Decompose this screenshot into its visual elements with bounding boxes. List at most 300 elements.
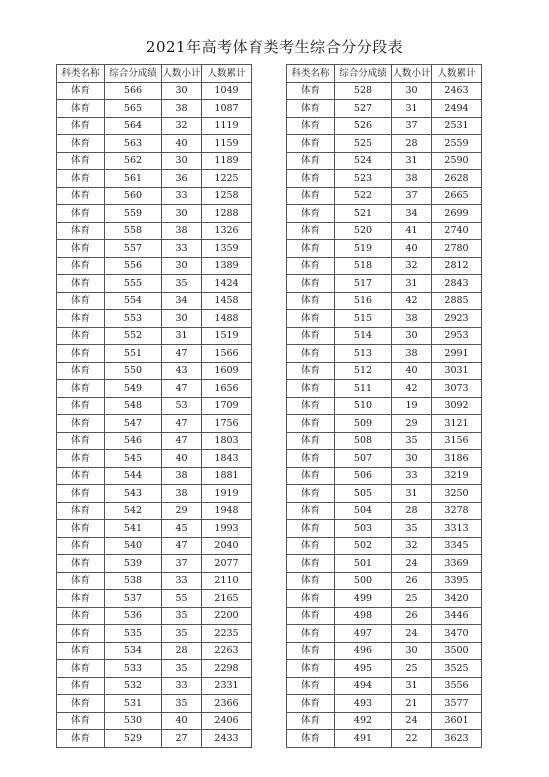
- score-cell: 513: [335, 345, 392, 363]
- score-cell: 501: [335, 555, 392, 573]
- table-row: [287, 677, 482, 695]
- score-cell: 556: [105, 257, 162, 275]
- score-cell: 523: [335, 170, 392, 188]
- count-cell: 41: [392, 222, 432, 240]
- count-cell: 37: [392, 187, 432, 205]
- score-cell: 566: [105, 82, 162, 100]
- cumulative-cell: 1359: [202, 240, 252, 258]
- cumulative-cell: 1424: [202, 275, 252, 293]
- cumulative-cell: 1488: [202, 310, 252, 328]
- cumulative-cell: 2110: [202, 572, 252, 590]
- count-cell: 25: [392, 660, 432, 678]
- count-cell: 32: [162, 117, 202, 135]
- count-cell: 30: [392, 327, 432, 345]
- header-score: 综合分成绩: [335, 65, 392, 83]
- count-cell: 26: [392, 572, 432, 590]
- score-cell: 537: [105, 590, 162, 608]
- category-cell: 体育: [287, 467, 335, 485]
- count-cell: 24: [392, 625, 432, 643]
- table-row: [287, 135, 482, 153]
- score-cell: 491: [335, 730, 392, 748]
- table-row: [287, 82, 482, 100]
- category-cell: 体育: [287, 642, 335, 660]
- table-row: [57, 485, 252, 503]
- table-row: [287, 502, 482, 520]
- category-cell: 体育: [287, 292, 335, 310]
- score-cell: 528: [335, 82, 392, 100]
- table-row: [287, 537, 482, 555]
- cumulative-cell: 2590: [432, 152, 482, 170]
- cumulative-cell: 1756: [202, 415, 252, 433]
- score-cell: 532: [105, 677, 162, 695]
- count-cell: 35: [162, 660, 202, 678]
- category-cell: 体育: [57, 82, 105, 100]
- score-cell: 520: [335, 222, 392, 240]
- category-cell: 体育: [287, 257, 335, 275]
- cumulative-cell: 3577: [432, 695, 482, 713]
- score-cell: 544: [105, 467, 162, 485]
- cumulative-cell: 3420: [432, 590, 482, 608]
- score-cell: 548: [105, 397, 162, 415]
- table-row: [287, 327, 482, 345]
- count-cell: 24: [392, 712, 432, 730]
- category-cell: 体育: [287, 222, 335, 240]
- score-cell: 531: [105, 695, 162, 713]
- cumulative-cell: 1458: [202, 292, 252, 310]
- score-cell: 564: [105, 117, 162, 135]
- table-row: [57, 292, 252, 310]
- category-cell: 体育: [57, 450, 105, 468]
- cumulative-cell: 3369: [432, 555, 482, 573]
- count-cell: 29: [392, 415, 432, 433]
- cumulative-cell: 1189: [202, 152, 252, 170]
- score-cell: 495: [335, 660, 392, 678]
- count-cell: 55: [162, 590, 202, 608]
- category-cell: 体育: [57, 135, 105, 153]
- category-cell: 体育: [57, 292, 105, 310]
- table-row: [287, 607, 482, 625]
- category-cell: 体育: [57, 467, 105, 485]
- score-cell: 526: [335, 117, 392, 135]
- cumulative-cell: 2699: [432, 205, 482, 223]
- header-category: 科类名称: [57, 65, 105, 83]
- score-cell: 555: [105, 275, 162, 293]
- count-cell: 24: [392, 555, 432, 573]
- count-cell: 29: [162, 502, 202, 520]
- category-cell: 体育: [287, 135, 335, 153]
- category-cell: 体育: [287, 240, 335, 258]
- header-row: [287, 65, 482, 83]
- cumulative-cell: 1288: [202, 205, 252, 223]
- score-cell: 512: [335, 362, 392, 380]
- count-cell: 38: [162, 100, 202, 118]
- header-cumulative: 人数累计: [432, 65, 482, 83]
- cumulative-cell: 3345: [432, 537, 482, 555]
- score-cell: 540: [105, 537, 162, 555]
- category-cell: 体育: [287, 607, 335, 625]
- category-cell: 体育: [287, 100, 335, 118]
- category-cell: 体育: [287, 537, 335, 555]
- table-row: [287, 397, 482, 415]
- count-cell: 30: [162, 82, 202, 100]
- table-row: [287, 432, 482, 450]
- table-row: [287, 240, 482, 258]
- category-cell: 体育: [57, 100, 105, 118]
- cumulative-cell: 2406: [202, 712, 252, 730]
- category-cell: 体育: [57, 537, 105, 555]
- cumulative-cell: 1566: [202, 345, 252, 363]
- score-cell: 547: [105, 415, 162, 433]
- cumulative-cell: 1803: [202, 432, 252, 450]
- table-row: [57, 222, 252, 240]
- category-cell: 体育: [57, 187, 105, 205]
- score-cell: 527: [335, 100, 392, 118]
- category-cell: 体育: [57, 520, 105, 538]
- category-cell: 体育: [287, 205, 335, 223]
- category-cell: 体育: [57, 695, 105, 713]
- cumulative-cell: 2923: [432, 310, 482, 328]
- category-cell: 体育: [57, 625, 105, 643]
- table-body: [57, 82, 252, 747]
- table-row: [287, 100, 482, 118]
- score-cell: 557: [105, 240, 162, 258]
- category-cell: 体育: [287, 730, 335, 748]
- table-row: [57, 327, 252, 345]
- category-cell: 体育: [57, 572, 105, 590]
- cumulative-cell: 2740: [432, 222, 482, 240]
- category-cell: 体育: [57, 712, 105, 730]
- cumulative-cell: 3395: [432, 572, 482, 590]
- table-row: [57, 555, 252, 573]
- category-cell: 体育: [57, 222, 105, 240]
- score-table-left: [56, 64, 252, 748]
- table-row: [57, 397, 252, 415]
- category-cell: 体育: [287, 450, 335, 468]
- count-cell: 22: [392, 730, 432, 748]
- score-cell: 503: [335, 520, 392, 538]
- count-cell: 28: [162, 642, 202, 660]
- count-cell: 33: [392, 467, 432, 485]
- score-cell: 524: [335, 152, 392, 170]
- score-cell: 506: [335, 467, 392, 485]
- cumulative-cell: 1609: [202, 362, 252, 380]
- score-cell: 518: [335, 257, 392, 275]
- count-cell: 32: [392, 257, 432, 275]
- table-row: [287, 520, 482, 538]
- score-cell: 559: [105, 205, 162, 223]
- count-cell: 33: [162, 677, 202, 695]
- table-row: [57, 415, 252, 433]
- cumulative-cell: 3470: [432, 625, 482, 643]
- count-cell: 34: [392, 205, 432, 223]
- cumulative-cell: 2077: [202, 555, 252, 573]
- category-cell: 体育: [287, 625, 335, 643]
- table-row: [57, 502, 252, 520]
- table-row: [57, 642, 252, 660]
- count-cell: 33: [162, 572, 202, 590]
- table-row: [287, 170, 482, 188]
- category-cell: 体育: [57, 170, 105, 188]
- count-cell: 37: [162, 555, 202, 573]
- count-cell: 43: [162, 362, 202, 380]
- table-row: [57, 432, 252, 450]
- cumulative-cell: 3556: [432, 677, 482, 695]
- cumulative-cell: 1225: [202, 170, 252, 188]
- cumulative-cell: 3031: [432, 362, 482, 380]
- table-row: [57, 135, 252, 153]
- count-cell: 19: [392, 397, 432, 415]
- score-cell: 519: [335, 240, 392, 258]
- table-row: [287, 660, 482, 678]
- cumulative-cell: 2433: [202, 730, 252, 748]
- cumulative-cell: 1919: [202, 485, 252, 503]
- category-cell: 体育: [57, 310, 105, 328]
- cumulative-cell: 2559: [432, 135, 482, 153]
- count-cell: 35: [162, 625, 202, 643]
- cumulative-cell: 3219: [432, 467, 482, 485]
- table-row: [57, 712, 252, 730]
- category-cell: 体育: [57, 152, 105, 170]
- table-row: [57, 590, 252, 608]
- table-row: [57, 82, 252, 100]
- table-row: [57, 345, 252, 363]
- table-row: [57, 572, 252, 590]
- count-cell: 35: [162, 607, 202, 625]
- cumulative-cell: 1656: [202, 380, 252, 398]
- count-cell: 42: [392, 292, 432, 310]
- table-row: [287, 187, 482, 205]
- cumulative-cell: 3250: [432, 485, 482, 503]
- score-cell: 530: [105, 712, 162, 730]
- category-cell: 体育: [57, 502, 105, 520]
- count-cell: 38: [392, 170, 432, 188]
- table-row: [287, 450, 482, 468]
- category-cell: 体育: [57, 607, 105, 625]
- category-cell: 体育: [287, 415, 335, 433]
- cumulative-cell: 2780: [432, 240, 482, 258]
- cumulative-cell: 2165: [202, 590, 252, 608]
- score-cell: 543: [105, 485, 162, 503]
- score-cell: 563: [105, 135, 162, 153]
- category-cell: 体育: [287, 345, 335, 363]
- count-cell: 47: [162, 380, 202, 398]
- score-cell: 522: [335, 187, 392, 205]
- category-cell: 体育: [57, 380, 105, 398]
- score-cell: 502: [335, 537, 392, 555]
- table-row: [287, 485, 482, 503]
- count-cell: 38: [392, 310, 432, 328]
- score-cell: 553: [105, 310, 162, 328]
- table-row: [57, 187, 252, 205]
- category-cell: 体育: [57, 327, 105, 345]
- cumulative-cell: 1389: [202, 257, 252, 275]
- cumulative-cell: 1159: [202, 135, 252, 153]
- cumulative-cell: 2628: [432, 170, 482, 188]
- category-cell: 体育: [57, 415, 105, 433]
- category-cell: 体育: [287, 695, 335, 713]
- category-cell: 体育: [57, 660, 105, 678]
- score-cell: 525: [335, 135, 392, 153]
- score-cell: 504: [335, 502, 392, 520]
- table-row: [287, 222, 482, 240]
- cumulative-cell: 1119: [202, 117, 252, 135]
- cumulative-cell: 2235: [202, 625, 252, 643]
- count-cell: 35: [392, 520, 432, 538]
- table-row: [57, 677, 252, 695]
- category-cell: 体育: [287, 117, 335, 135]
- count-cell: 26: [392, 607, 432, 625]
- header-count: 人数小计: [162, 65, 202, 83]
- cumulative-cell: 3156: [432, 432, 482, 450]
- table-row: [287, 590, 482, 608]
- category-cell: 体育: [57, 275, 105, 293]
- cumulative-cell: 2263: [202, 642, 252, 660]
- table-row: [287, 415, 482, 433]
- cumulative-cell: 2200: [202, 607, 252, 625]
- score-cell: 536: [105, 607, 162, 625]
- count-cell: 35: [162, 695, 202, 713]
- category-cell: 体育: [57, 432, 105, 450]
- table-row: [287, 572, 482, 590]
- count-cell: 30: [162, 257, 202, 275]
- category-cell: 体育: [287, 572, 335, 590]
- category-cell: 体育: [287, 555, 335, 573]
- count-cell: 53: [162, 397, 202, 415]
- count-cell: 37: [392, 117, 432, 135]
- count-cell: 40: [392, 240, 432, 258]
- count-cell: 31: [392, 485, 432, 503]
- cumulative-cell: 3313: [432, 520, 482, 538]
- category-cell: 体育: [57, 485, 105, 503]
- category-cell: 体育: [57, 205, 105, 223]
- score-cell: 509: [335, 415, 392, 433]
- table-row: [287, 205, 482, 223]
- table-row: [57, 117, 252, 135]
- category-cell: 体育: [287, 590, 335, 608]
- score-cell: 534: [105, 642, 162, 660]
- category-cell: 体育: [287, 327, 335, 345]
- count-cell: 31: [392, 275, 432, 293]
- count-cell: 47: [162, 432, 202, 450]
- score-cell: 539: [105, 555, 162, 573]
- count-cell: 36: [162, 170, 202, 188]
- category-cell: 体育: [287, 380, 335, 398]
- header-cumulative: 人数累计: [202, 65, 252, 83]
- cumulative-cell: 1087: [202, 100, 252, 118]
- count-cell: 30: [392, 642, 432, 660]
- table-row: [287, 730, 482, 748]
- score-cell: 496: [335, 642, 392, 660]
- category-cell: 体育: [287, 275, 335, 293]
- category-cell: 体育: [57, 642, 105, 660]
- cumulative-cell: 2665: [432, 187, 482, 205]
- table-row: [287, 712, 482, 730]
- category-cell: 体育: [57, 397, 105, 415]
- table-row: [57, 170, 252, 188]
- cumulative-cell: 3073: [432, 380, 482, 398]
- category-cell: 体育: [57, 257, 105, 275]
- cumulative-cell: 3092: [432, 397, 482, 415]
- category-cell: 体育: [287, 502, 335, 520]
- page-title: 2021年高考体育类考生综合分分段表: [145, 38, 404, 56]
- count-cell: 35: [162, 275, 202, 293]
- cumulative-cell: 2494: [432, 100, 482, 118]
- table-row: [287, 275, 482, 293]
- table-row: [57, 257, 252, 275]
- score-cell: 511: [335, 380, 392, 398]
- score-cell: 515: [335, 310, 392, 328]
- cumulative-cell: 1049: [202, 82, 252, 100]
- table-row: [287, 625, 482, 643]
- score-cell: 560: [105, 187, 162, 205]
- cumulative-cell: 3186: [432, 450, 482, 468]
- table-row: [57, 695, 252, 713]
- score-cell: 517: [335, 275, 392, 293]
- count-cell: 27: [162, 730, 202, 748]
- score-cell: 538: [105, 572, 162, 590]
- count-cell: 30: [162, 310, 202, 328]
- score-cell: 493: [335, 695, 392, 713]
- cumulative-cell: 3525: [432, 660, 482, 678]
- count-cell: 25: [392, 590, 432, 608]
- count-cell: 38: [162, 467, 202, 485]
- score-cell: 541: [105, 520, 162, 538]
- cumulative-cell: 3446: [432, 607, 482, 625]
- table-row: [287, 642, 482, 660]
- score-cell: 558: [105, 222, 162, 240]
- cumulative-cell: 1948: [202, 502, 252, 520]
- category-cell: 体育: [287, 712, 335, 730]
- score-cell: 521: [335, 205, 392, 223]
- category-cell: 体育: [287, 677, 335, 695]
- cumulative-cell: 2366: [202, 695, 252, 713]
- cumulative-cell: 2991: [432, 345, 482, 363]
- score-cell: 494: [335, 677, 392, 695]
- category-cell: 体育: [287, 520, 335, 538]
- score-cell: 507: [335, 450, 392, 468]
- category-cell: 体育: [57, 362, 105, 380]
- table-row: [57, 362, 252, 380]
- score-cell: 529: [105, 730, 162, 748]
- count-cell: 30: [392, 82, 432, 100]
- cumulative-cell: 1709: [202, 397, 252, 415]
- cumulative-cell: 1519: [202, 327, 252, 345]
- score-cell: 505: [335, 485, 392, 503]
- count-cell: 40: [392, 362, 432, 380]
- category-cell: 体育: [287, 187, 335, 205]
- table-row: [57, 660, 252, 678]
- table-row: [287, 467, 482, 485]
- cumulative-cell: 1881: [202, 467, 252, 485]
- category-cell: 体育: [57, 240, 105, 258]
- table-row: [57, 450, 252, 468]
- count-cell: 28: [392, 135, 432, 153]
- score-cell: 550: [105, 362, 162, 380]
- category-cell: 体育: [287, 432, 335, 450]
- cumulative-cell: 2331: [202, 677, 252, 695]
- cumulative-cell: 3278: [432, 502, 482, 520]
- score-cell: 533: [105, 660, 162, 678]
- table-row: [287, 152, 482, 170]
- cumulative-cell: 1843: [202, 450, 252, 468]
- category-cell: 体育: [57, 730, 105, 748]
- cumulative-cell: 3601: [432, 712, 482, 730]
- count-cell: 32: [392, 537, 432, 555]
- category-cell: 体育: [287, 362, 335, 380]
- score-cell: 499: [335, 590, 392, 608]
- table-row: [57, 275, 252, 293]
- category-cell: 体育: [57, 555, 105, 573]
